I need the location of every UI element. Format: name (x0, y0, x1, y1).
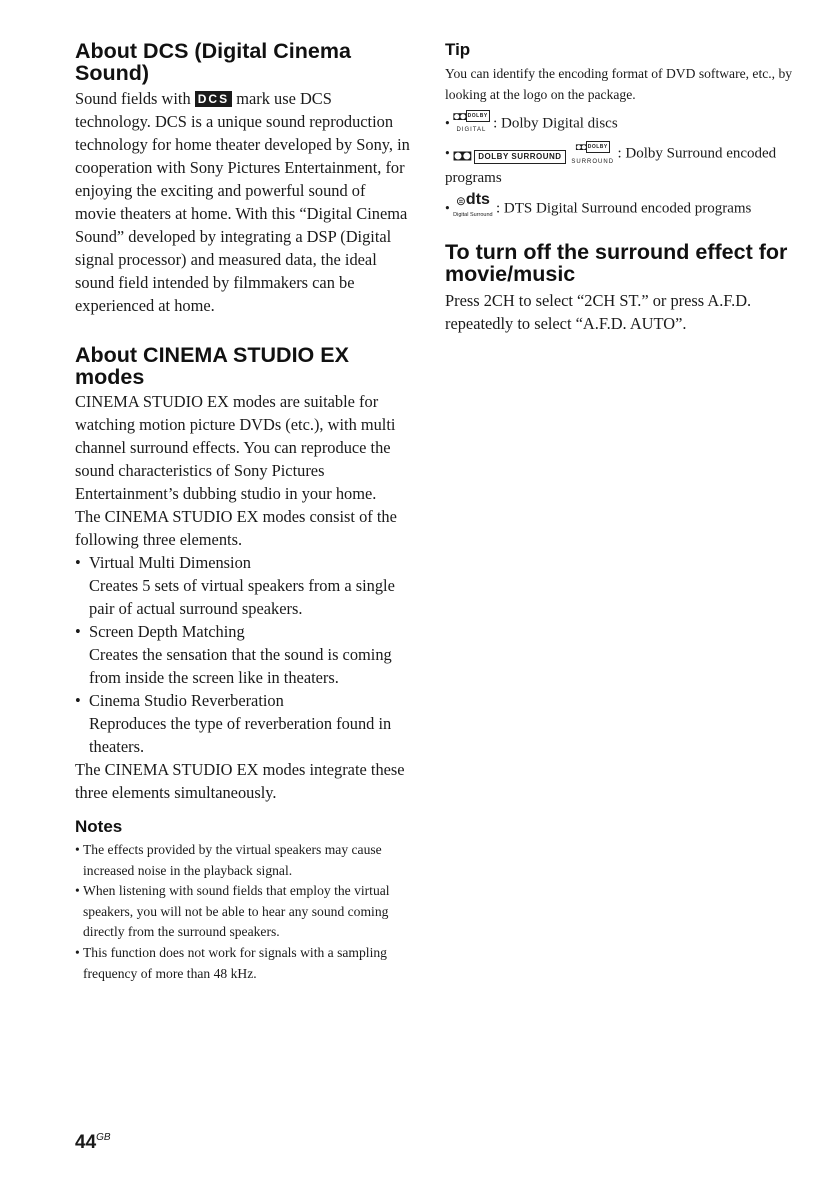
tip-item-label: : DTS Digital Surround encoded programs (496, 200, 752, 217)
dolby-digital-logo-icon: ◘◘ DOLBY DIGITAL (453, 109, 488, 133)
note-text: When listening with sound fields that employ the virtual speakers, you will not be able to hear any sound coming directly from the surround speakers. (83, 883, 390, 940)
dcs-section (75, 40, 410, 317)
element-title: Screen Depth Matching (89, 622, 245, 641)
tip-item-dolby-surround (445, 136, 795, 188)
dcs-paragraph (75, 87, 410, 317)
dts-logo-icon: ⊜dts Digital Surround (453, 191, 493, 218)
note-item (75, 943, 410, 984)
left-column (75, 40, 410, 984)
bullet-icon: • (445, 115, 450, 131)
tip-intro: You can identify the encoding format of DVD software, etc., by looking at the logo on the package. (445, 66, 793, 102)
element-title: Virtual Multi Dimension (89, 553, 252, 572)
cinema-studio-heading: About CINEMA STUDIO EX modes (75, 343, 349, 389)
notes-section (75, 817, 410, 984)
tip-item-label: : Dolby Digital discs (493, 115, 618, 132)
dcs-heading: About DCS (Digital Cinema Sound) (75, 39, 351, 85)
bullet-icon: • (75, 842, 80, 857)
bullet-icon: • (75, 622, 81, 641)
element-description: Creates the sensation that the sound is coming from inside the screen like in theaters. (89, 645, 392, 687)
tip-item-label: : Dolby Surround encoded programs (445, 145, 777, 186)
list-item (75, 551, 410, 574)
dcs-text-before: Sound fields with (75, 89, 191, 108)
element-description: Reproduces the type of reverberation found in theaters. (89, 714, 392, 756)
element-description: Creates 5 sets of virtual speakers from a single pair of actual surround speakers. (89, 576, 395, 618)
cinema-paragraph-3: The CINEMA STUDIO EX modes integrate these three elements simultaneously. (75, 760, 405, 802)
surround-off-body: Press 2CH to select “2CH ST.” or press A.F.D. repeatedly to select “A.F.D. AUTO”. (445, 291, 752, 334)
surround-off-heading: To turn off the surround effect for movie/music (445, 240, 788, 287)
cinema-paragraph-2: The CINEMA STUDIO EX modes consist of the following three elements. (75, 507, 397, 549)
cinema-studio-section (75, 344, 410, 804)
cinema-paragraph-1: CINEMA STUDIO EX modes are suitable for watching motion picture DVDs (etc.), with multi channel surround effects. You can reproduce the sound characteristics of Sony Pictures Entertainment’s dubbing studio in your home. (75, 392, 396, 503)
bullet-icon: • (75, 691, 81, 710)
bullet-icon: • (75, 883, 80, 899)
dcs-text-after: mark use DCS technology. DCS is a unique sound reproduction technology for home theater developed by Sony, in cooperation with Sony Pictures Entertainment, for enjoying the exciting and powerful sound of movie theaters at home. With this “Digital Cinema Sound” developed by integrating a DSP (Digital signal processor) and measured data, the ideal sound field intended by filmmakers can be experienced at home. (75, 89, 410, 315)
page-number-value: 44 (75, 1132, 97, 1153)
bullet-icon: • (445, 145, 450, 161)
note-item (75, 840, 410, 881)
bullet-icon: • (75, 944, 80, 960)
list-item (75, 620, 410, 643)
page-number (75, 1132, 111, 1154)
tip-item-dts (445, 190, 795, 219)
note-text: This function does not work for signals with a sampling frequency of more than 48 kHz. (83, 944, 387, 981)
right-column (445, 40, 795, 335)
bullet-icon: • (75, 553, 81, 572)
tip-section (445, 40, 795, 219)
surround-off-section (445, 241, 795, 335)
tip-heading: Tip (445, 40, 471, 59)
tip-item-dolby-digital (445, 106, 795, 134)
dolby-surround-logo-icon: ◘◘ DOLBY SURROUND ◘◘ DOLBY SURROUND (453, 142, 615, 165)
list-item (75, 689, 410, 712)
note-text: The effects provided by the virtual speakers may cause increased noise in the playback signal. (83, 842, 382, 878)
page-region: GB (96, 1132, 111, 1143)
bullet-icon: • (445, 200, 450, 216)
notes-heading: Notes (75, 817, 123, 836)
note-item (75, 881, 410, 943)
element-title: Cinema Studio Reverberation (89, 691, 284, 710)
dcs-badge-icon: DCS (195, 91, 232, 107)
